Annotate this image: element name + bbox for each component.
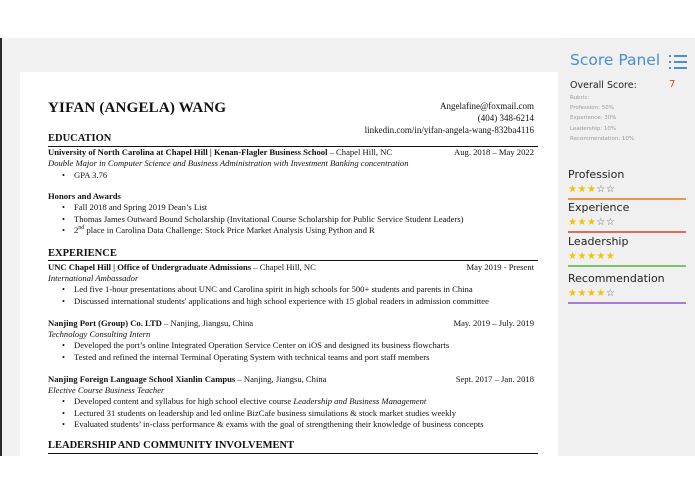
job-role: Technology Consulting Intern bbox=[48, 329, 151, 339]
honor-rank: 2 bbox=[74, 225, 79, 235]
panel-title: Score Panel bbox=[570, 51, 661, 69]
job-bullets bbox=[60, 284, 536, 307]
job-header bbox=[48, 318, 534, 329]
category-underline bbox=[568, 265, 686, 267]
category-underline bbox=[568, 198, 686, 200]
job-bullet bbox=[60, 396, 536, 408]
job-location: – Nanjing, Jiangsu, China bbox=[235, 374, 327, 384]
job-dates: Sept. 2017 – Jan. 2018 bbox=[455, 374, 534, 384]
star-empty-icon[interactable]: ☆ bbox=[605, 184, 616, 195]
job-bullet: • Led five 1-hour presentations about UNC and Carolina spirit in high schools for 500+ students and parents in China bbox=[60, 284, 536, 296]
score-panel bbox=[560, 38, 695, 456]
job-bullet: • Evaluated students’ in-class performance & exams with the goal of strengthening their knowledge of business concepts bbox=[60, 419, 536, 431]
star-rating[interactable] bbox=[568, 183, 686, 196]
category-profession bbox=[568, 168, 686, 200]
star-filled-icon[interactable]: ★ bbox=[577, 184, 587, 195]
category-underline bbox=[568, 302, 686, 304]
section-divider bbox=[48, 260, 538, 261]
education-school-row bbox=[48, 147, 534, 158]
job-org: Nanjing Foreign Language School Xianlin Campus bbox=[48, 374, 236, 384]
contact-email: Angelafine@foxmail.com bbox=[439, 101, 534, 111]
star-empty-icon[interactable]: ☆ bbox=[596, 217, 606, 228]
school-name: University of North Carolina at Chapel Hill | Kenan-Flagler Business School bbox=[48, 147, 328, 157]
menu-icon[interactable] bbox=[669, 55, 687, 69]
rubric-line: Leadership: 10% bbox=[570, 125, 617, 132]
star-empty-icon[interactable]: ☆ bbox=[596, 184, 606, 195]
job-dates: May 2019 - Present bbox=[466, 262, 534, 272]
contact-phone: (404) 348-6214 bbox=[477, 113, 534, 123]
star-filled-icon[interactable]: ★ bbox=[568, 288, 578, 299]
honor-item bbox=[60, 225, 536, 237]
star-filled-icon[interactable]: ★ bbox=[568, 217, 578, 228]
job-org: Nanjing Port (Group) Co. LTD bbox=[48, 318, 162, 328]
job-bullet: • Discussed international students' applications and high school experience with 15 global readers in admission committee bbox=[60, 296, 536, 308]
star-filled-icon[interactable]: ★ bbox=[586, 184, 597, 195]
category-label: Leadership bbox=[568, 235, 629, 248]
rubric-line: Profession: 50% bbox=[570, 105, 614, 112]
contact-block bbox=[365, 100, 534, 136]
star-rating[interactable] bbox=[568, 250, 686, 263]
star-filled-icon[interactable]: ★ bbox=[586, 217, 597, 228]
star-filled-icon[interactable]: ★ bbox=[586, 251, 597, 262]
job-bullet: • Lectured 31 students on leadership and led online BizCafe business simulations & stock market studies weekly bbox=[60, 408, 536, 420]
job-bullets bbox=[60, 396, 536, 431]
gpa-list bbox=[60, 170, 536, 182]
job-bullet-text: Developed content and syllabus for high school elective course bbox=[74, 396, 294, 406]
rubric-line: Recommendation: 10% bbox=[570, 135, 635, 142]
star-filled-icon[interactable]: ★ bbox=[596, 251, 606, 262]
category-recommendation bbox=[568, 272, 686, 304]
honors-heading: Honors and Awards bbox=[48, 191, 121, 201]
honors-list bbox=[60, 202, 536, 237]
honor-text: place in Carolina Data Challenge: Stock Price Market Analysis Using Python and R bbox=[84, 225, 375, 235]
course-name: Leadership and Business Management bbox=[293, 396, 427, 406]
honor-item: • Thomas James Outward Bound Scholarship (Invitational Course Scholarship for Public Service Student Leaders) bbox=[60, 214, 536, 226]
star-filled-icon[interactable]: ★ bbox=[577, 251, 587, 262]
rubric-line: Experience: 30% bbox=[570, 115, 617, 122]
star-rating[interactable] bbox=[568, 216, 686, 229]
rubric-info bbox=[570, 93, 634, 144]
honor-rank-suffix: nd bbox=[78, 225, 85, 232]
education-degree: Double Major in Computer Science and Business Administration with Investment Banking concentration bbox=[48, 158, 409, 168]
category-label: Experience bbox=[568, 201, 630, 214]
job-header bbox=[48, 374, 534, 385]
category-underline bbox=[568, 231, 686, 233]
overall-score-value: 7 bbox=[669, 79, 676, 90]
category-label: Profession bbox=[568, 168, 625, 181]
category-leadership bbox=[568, 235, 686, 267]
experience-heading: EXPERIENCE bbox=[48, 248, 117, 259]
contact-linkedin: linkedin.com/in/yifan-angela-wang-832ba4116 bbox=[364, 125, 534, 135]
job-dates: May. 2019 – July. 2019 bbox=[453, 318, 534, 328]
document-viewer[interactable] bbox=[2, 38, 560, 456]
resume-name: YIFAN (ANGELA) WANG bbox=[48, 100, 227, 116]
job-location: – Nanjing, Jiangsu, China bbox=[161, 318, 254, 328]
star-filled-icon[interactable]: ★ bbox=[568, 184, 578, 195]
job-bullet: • Tested and refined the internal Terminal Operating System with technical teams and port staff members bbox=[60, 352, 536, 364]
job-bullets bbox=[60, 340, 536, 363]
job-role: Elective Course Business Teacher bbox=[48, 385, 165, 395]
leadership-heading: LEADERSHIP AND COMMUNITY INVOLVEMENT bbox=[48, 440, 295, 451]
star-filled-icon[interactable]: ★ bbox=[605, 251, 616, 262]
gpa-item: • GPA 3.76 bbox=[60, 170, 536, 182]
overall-score-label: Overall Score: bbox=[570, 80, 637, 91]
section-divider bbox=[48, 453, 538, 454]
job-location: – Chapel Hill, NC bbox=[251, 262, 316, 272]
resume-page bbox=[20, 72, 558, 456]
job-org: UNC Chapel Hill | Office of Undergraduate Admissions bbox=[48, 262, 252, 272]
school-location: – Chapel Hill, NC bbox=[327, 147, 393, 157]
honor-item: • Fall 2018 and Spring 2019 Dean’s List bbox=[60, 202, 536, 214]
star-rating[interactable] bbox=[568, 287, 686, 300]
star-filled-icon[interactable]: ★ bbox=[577, 217, 587, 228]
education-dates: Aug. 2018 – May 2022 bbox=[454, 147, 534, 157]
category-label: Recommendation bbox=[568, 272, 665, 285]
education-heading: EDUCATION bbox=[48, 133, 112, 144]
job-bullet: • Developed the port’s online Integrated Operation Service Center on iOS and designed its business flowcharts bbox=[60, 340, 536, 352]
rubric-line: Rubric: bbox=[570, 95, 590, 101]
star-empty-icon[interactable]: ☆ bbox=[605, 288, 616, 299]
star-filled-icon[interactable]: ★ bbox=[577, 288, 587, 299]
star-empty-icon[interactable]: ☆ bbox=[605, 217, 616, 228]
star-filled-icon[interactable]: ★ bbox=[596, 288, 606, 299]
job-header bbox=[48, 262, 534, 273]
category-experience bbox=[568, 201, 686, 233]
star-filled-icon[interactable]: ★ bbox=[568, 251, 578, 262]
job-role: International Ambassador bbox=[48, 273, 139, 283]
star-filled-icon[interactable]: ★ bbox=[586, 288, 597, 299]
